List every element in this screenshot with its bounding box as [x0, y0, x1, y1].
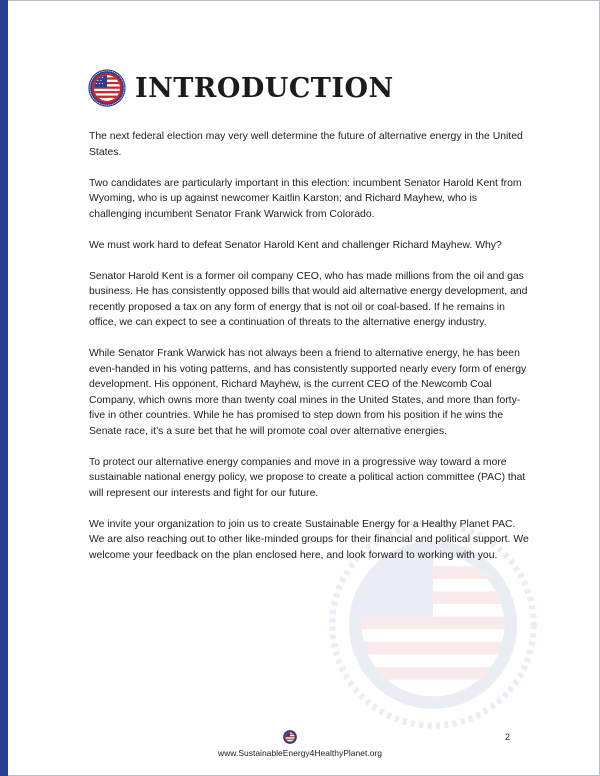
- paragraph: The next federal election may very well determine the future of alternative energy in the United States.: [89, 131, 523, 158]
- paragraph: Two candidates are particularly important in this election: incumbent Senator Harold Kent from Wyoming, who is up against newcomer Kaitlin Karston; and Richard Mayhew, who is challenging incumbent Senator Frank Warwick from Colorado.: [89, 177, 522, 220]
- flag-seal-icon: [88, 69, 126, 107]
- paragraph: We invite your organization to join us to create Sustainable Energy for a Healthy Planet PAC. We are also reaching out to other like-minded groups for their financial and political support. We welcome your feedback on the plan enclosed here, and look forward to working with you.: [89, 518, 529, 561]
- page-number: 2: [505, 732, 511, 742]
- flag-seal-icon: [283, 730, 297, 744]
- paragraph: To protect our alternative energy companies and move in a progressive way toward a more sustainable national energy policy, we propose to create a political action committee (PAC) that will represent our interests and fight for our future.: [89, 456, 526, 499]
- paragraph: While Senator Frank Warwick has not always been a friend to alternative energy, he has been even-handed in his voting patterns, and has consistently supported nearly every form of energy development. His opponent, Richard Mayhew, is the current CEO of the Newcomb Coal Company, which owns more than twenty coal mines in the United States, and more than forty-five in other countries. While he has promised to step down from his position if he wins the Senate race, it’s a sure bet that he will promote coal over alternative energies.: [89, 348, 527, 437]
- left-accent-stripe: [0, 0, 8, 776]
- paragraph: We must work hard to defeat Senator Harold Kent and challenger Richard Mayhew. Why?: [89, 239, 502, 251]
- paragraph: Senator Harold Kent is a former oil company CEO, who has made millions from the oil and gas business. He has consistently opposed bills that would aid alternative energy development, and recently proposed a tax on any form of energy that is not oil or coal-based. If he remains in office, we can expect to see a continuation of threats to the alternative energy industry.: [89, 270, 528, 328]
- section-header: [88, 68, 394, 108]
- footer-website-link[interactable]: www.SustainableEnergy4HealthyPlanet.org: [218, 748, 382, 758]
- section-title: INTRODUCTION: [135, 72, 394, 104]
- body-text: [89, 129, 529, 579]
